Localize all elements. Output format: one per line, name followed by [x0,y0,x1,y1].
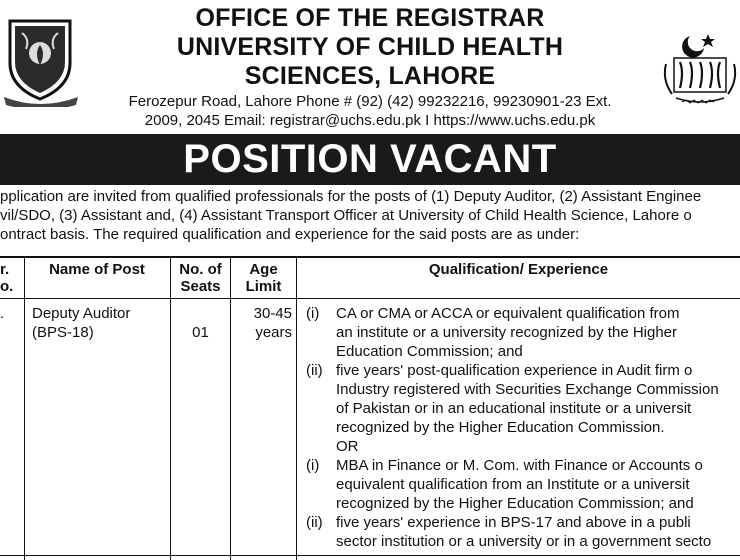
intro-line: vil/SDO, (3) Assistant and, (4) Assistant Transport Officer at University of Child Health Science, Lahore o [0,207,692,224]
qualification-line [306,399,740,418]
qualification-text: Education Commission; and [336,343,523,360]
qualification-text: five years' experience in BPS-17 and above in a publi [336,514,691,531]
qualification-line [306,437,740,456]
row-sr-no: . [0,305,5,322]
qualification-line [306,475,740,494]
qualification-item-number: (i) [306,305,320,322]
qualification-line [306,418,740,437]
qualification-text: an institute or a university recognized by the Higher [336,324,678,341]
office-title: OFFICE OF THE REGISTRAR [195,4,545,32]
qualification-item-number: (i) [306,457,320,474]
qualification-text: five years' post-qualification experience in Audit firm o [336,362,693,379]
qualification-line [306,323,740,342]
qualification-line [306,380,740,399]
table-row-border [0,555,740,556]
qualification-text: of Pakistan or in an educational institute or a universit [336,400,692,417]
contact-line-1: Ferozepur Road, Lahore Phone # (92) (42) 99232216, 99230901-23 Ext. [128,93,612,110]
qualification-item-number: (ii) [306,362,323,379]
header-qualification: Qualification/ Experience [428,261,609,278]
qualification-text: equivalent qualification from an Institute or a universit [336,476,690,493]
intro-line: pplication are invited from qualified professionals for the posts of (1) Deputy Auditor, (2) Assistant Enginee [0,188,702,205]
row-post-name: Deputy Auditor (BPS-18) [32,305,131,341]
qualification-line [306,494,740,513]
row-age-limit: 30-45 years [253,305,292,341]
position-vacant-banner: POSITION VACANT [0,134,740,185]
qualification-item-number: (ii) [306,514,323,531]
qualification-text: recognized by the Higher Education Commission. [336,419,665,436]
qualification-text: CA or CMA or ACCA or equivalent qualification from [336,305,680,322]
qualification-line [306,513,740,532]
intro-paragraph [0,187,740,244]
header-no-of-seats: No. of Seats [179,261,222,295]
qualification-line [306,532,740,551]
table-column-divider [24,256,25,560]
qualification-line [306,456,740,475]
header-sr-no: r. o. [0,261,14,295]
qualification-line [306,304,740,323]
qualification-line [306,361,740,380]
university-name-line2: SCIENCES, LAHORE [244,62,496,90]
table-column-divider [296,256,297,560]
table-header-border [0,298,740,299]
header-name-of-post: Name of Post [49,261,145,278]
qualification-text: MBA in Finance or M. Com. with Finance or Accounts o [336,457,703,474]
table-top-border [0,256,740,258]
qualification-text: OR [336,438,359,455]
qualification-line [306,342,740,361]
qualification-text: sector institution or a university or in a government secto [336,533,712,550]
qualification-text: Industry registered with Securities Exchange Commission [336,381,719,398]
contact-line-2: 2009, 2045 Email: registrar@uchs.edu.pk I https://www.uchs.edu.pk [144,112,596,129]
table-column-divider [170,256,171,560]
row-seats: 01 [192,324,209,341]
qualification-text: recognized by the Higher Education Commission; and [336,495,694,512]
header-age-limit: Age Limit [245,261,282,295]
intro-line: ontract basis. The required qualification and experience for the said posts are as under: [0,226,580,243]
university-name-line1: UNIVERSITY OF CHILD HEALTH [176,33,564,61]
table-column-divider [230,256,231,560]
row-qualification [306,304,740,551]
